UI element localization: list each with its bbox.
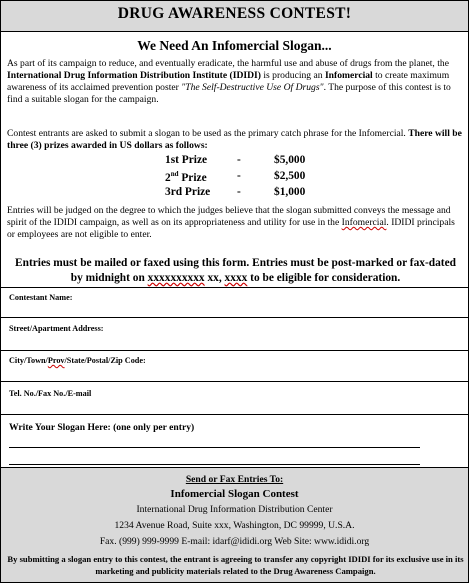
footer-title: Infomercial Slogan Contest	[170, 488, 299, 500]
contest-paragraph: Contest entrants are asked to submit a slogan to be used as the primary catch phrase for the Infomercial. There will be three (3) prizes awarded in US dollars as follows:	[7, 128, 462, 151]
phone-fax-email-label: Tel. No./Fax No./E-mail	[9, 389, 92, 398]
org-name: International Drug Information Distribution Institute (IDIDI)	[7, 70, 261, 81]
street-address-field[interactable]	[1, 318, 468, 350]
prize-place: 3rd Prize	[165, 186, 211, 198]
prize-row	[1, 186, 468, 202]
prize-amount: $5,000	[274, 154, 306, 166]
judging-paragraph: Entries will be judged on the degree to which the judges believe that the slogan submitted conveys the message and spirit of the IDIDI campaign, as well as on its appropriateness and utility for use in the Infomercial. IDIDI principals or employees are not eligible to enter.	[7, 205, 455, 240]
contestant-name-label: Contestant Name:	[9, 293, 73, 302]
phone-fax-email-field[interactable]	[1, 382, 468, 414]
slogan-line	[9, 464, 420, 465]
prize-row	[1, 170, 468, 186]
deadline-notice: Entries must be mailed or faxed using this form. Entries must be post-marked or fax-dated by midnight on xxxxxxxxxx xx, xxxx to be eligible for consideration.	[15, 257, 456, 284]
slogan-field[interactable]	[1, 436, 468, 467]
city-state-zip-field[interactable]	[1, 351, 468, 381]
contestant-name-field[interactable]	[1, 288, 468, 317]
slogan-line	[9, 447, 420, 448]
page-title: DRUG AWARENESS CONTEST!	[117, 5, 352, 22]
copyright-disclaimer: By submitting a slogan entry to this contest, the entrant is agreeing to transfer any copyright IDIDI for its exclusive use in its marketing and publicity materials related to the Drug Awareness Campaign.	[7, 554, 464, 576]
prize-row	[1, 154, 468, 170]
center-name: International Drug Information Distribution Center	[136, 504, 333, 515]
contact-info: Fax. (999) 999-9999 E-mail: idarf@ididi.org Web Site: www.ididi.org	[99, 536, 370, 547]
prize-separator: -	[237, 170, 241, 182]
subtitle: We Need An Infomercial Slogan...	[137, 38, 332, 53]
prize-separator: -	[237, 186, 241, 198]
city-state-zip-label: City/Town/Prov/State/Postal/Zip Code:	[9, 356, 146, 365]
divider	[1, 414, 468, 415]
poster-title: "The Self-Destructive Use Of Drugs"	[181, 82, 324, 93]
prize-place: 2nd Prize	[165, 170, 207, 184]
slogan-label: Write Your Slogan Here: (one only per entry)	[9, 422, 195, 433]
street-address-label: Street/Apartment Address:	[9, 324, 104, 333]
prize-list	[1, 154, 468, 202]
intro-paragraph: As part of its campaign to reduce, and eventually eradicate, the harmful use and abuse of drugs from the planet, the International Drug Information Distribution Institute (IDIDI) is producing an Infomercial to create maximum awareness of its acclaimed prevention poster "The Self-Destructive Use Of Drugs". The purpose of this contest is to find a suitable slogan for the campaign.	[7, 58, 451, 105]
send-label: Send or Fax Entries To:	[185, 474, 284, 485]
prize-amount: $2,500	[274, 170, 306, 182]
prize-separator: -	[237, 154, 241, 166]
mailing-address: 1234 Avenue Road, Suite xxx, Washington, DC 99999, U.S.A.	[114, 520, 355, 531]
prize-amount: $1,000	[274, 186, 306, 198]
prize-place: 1st Prize	[165, 154, 208, 166]
